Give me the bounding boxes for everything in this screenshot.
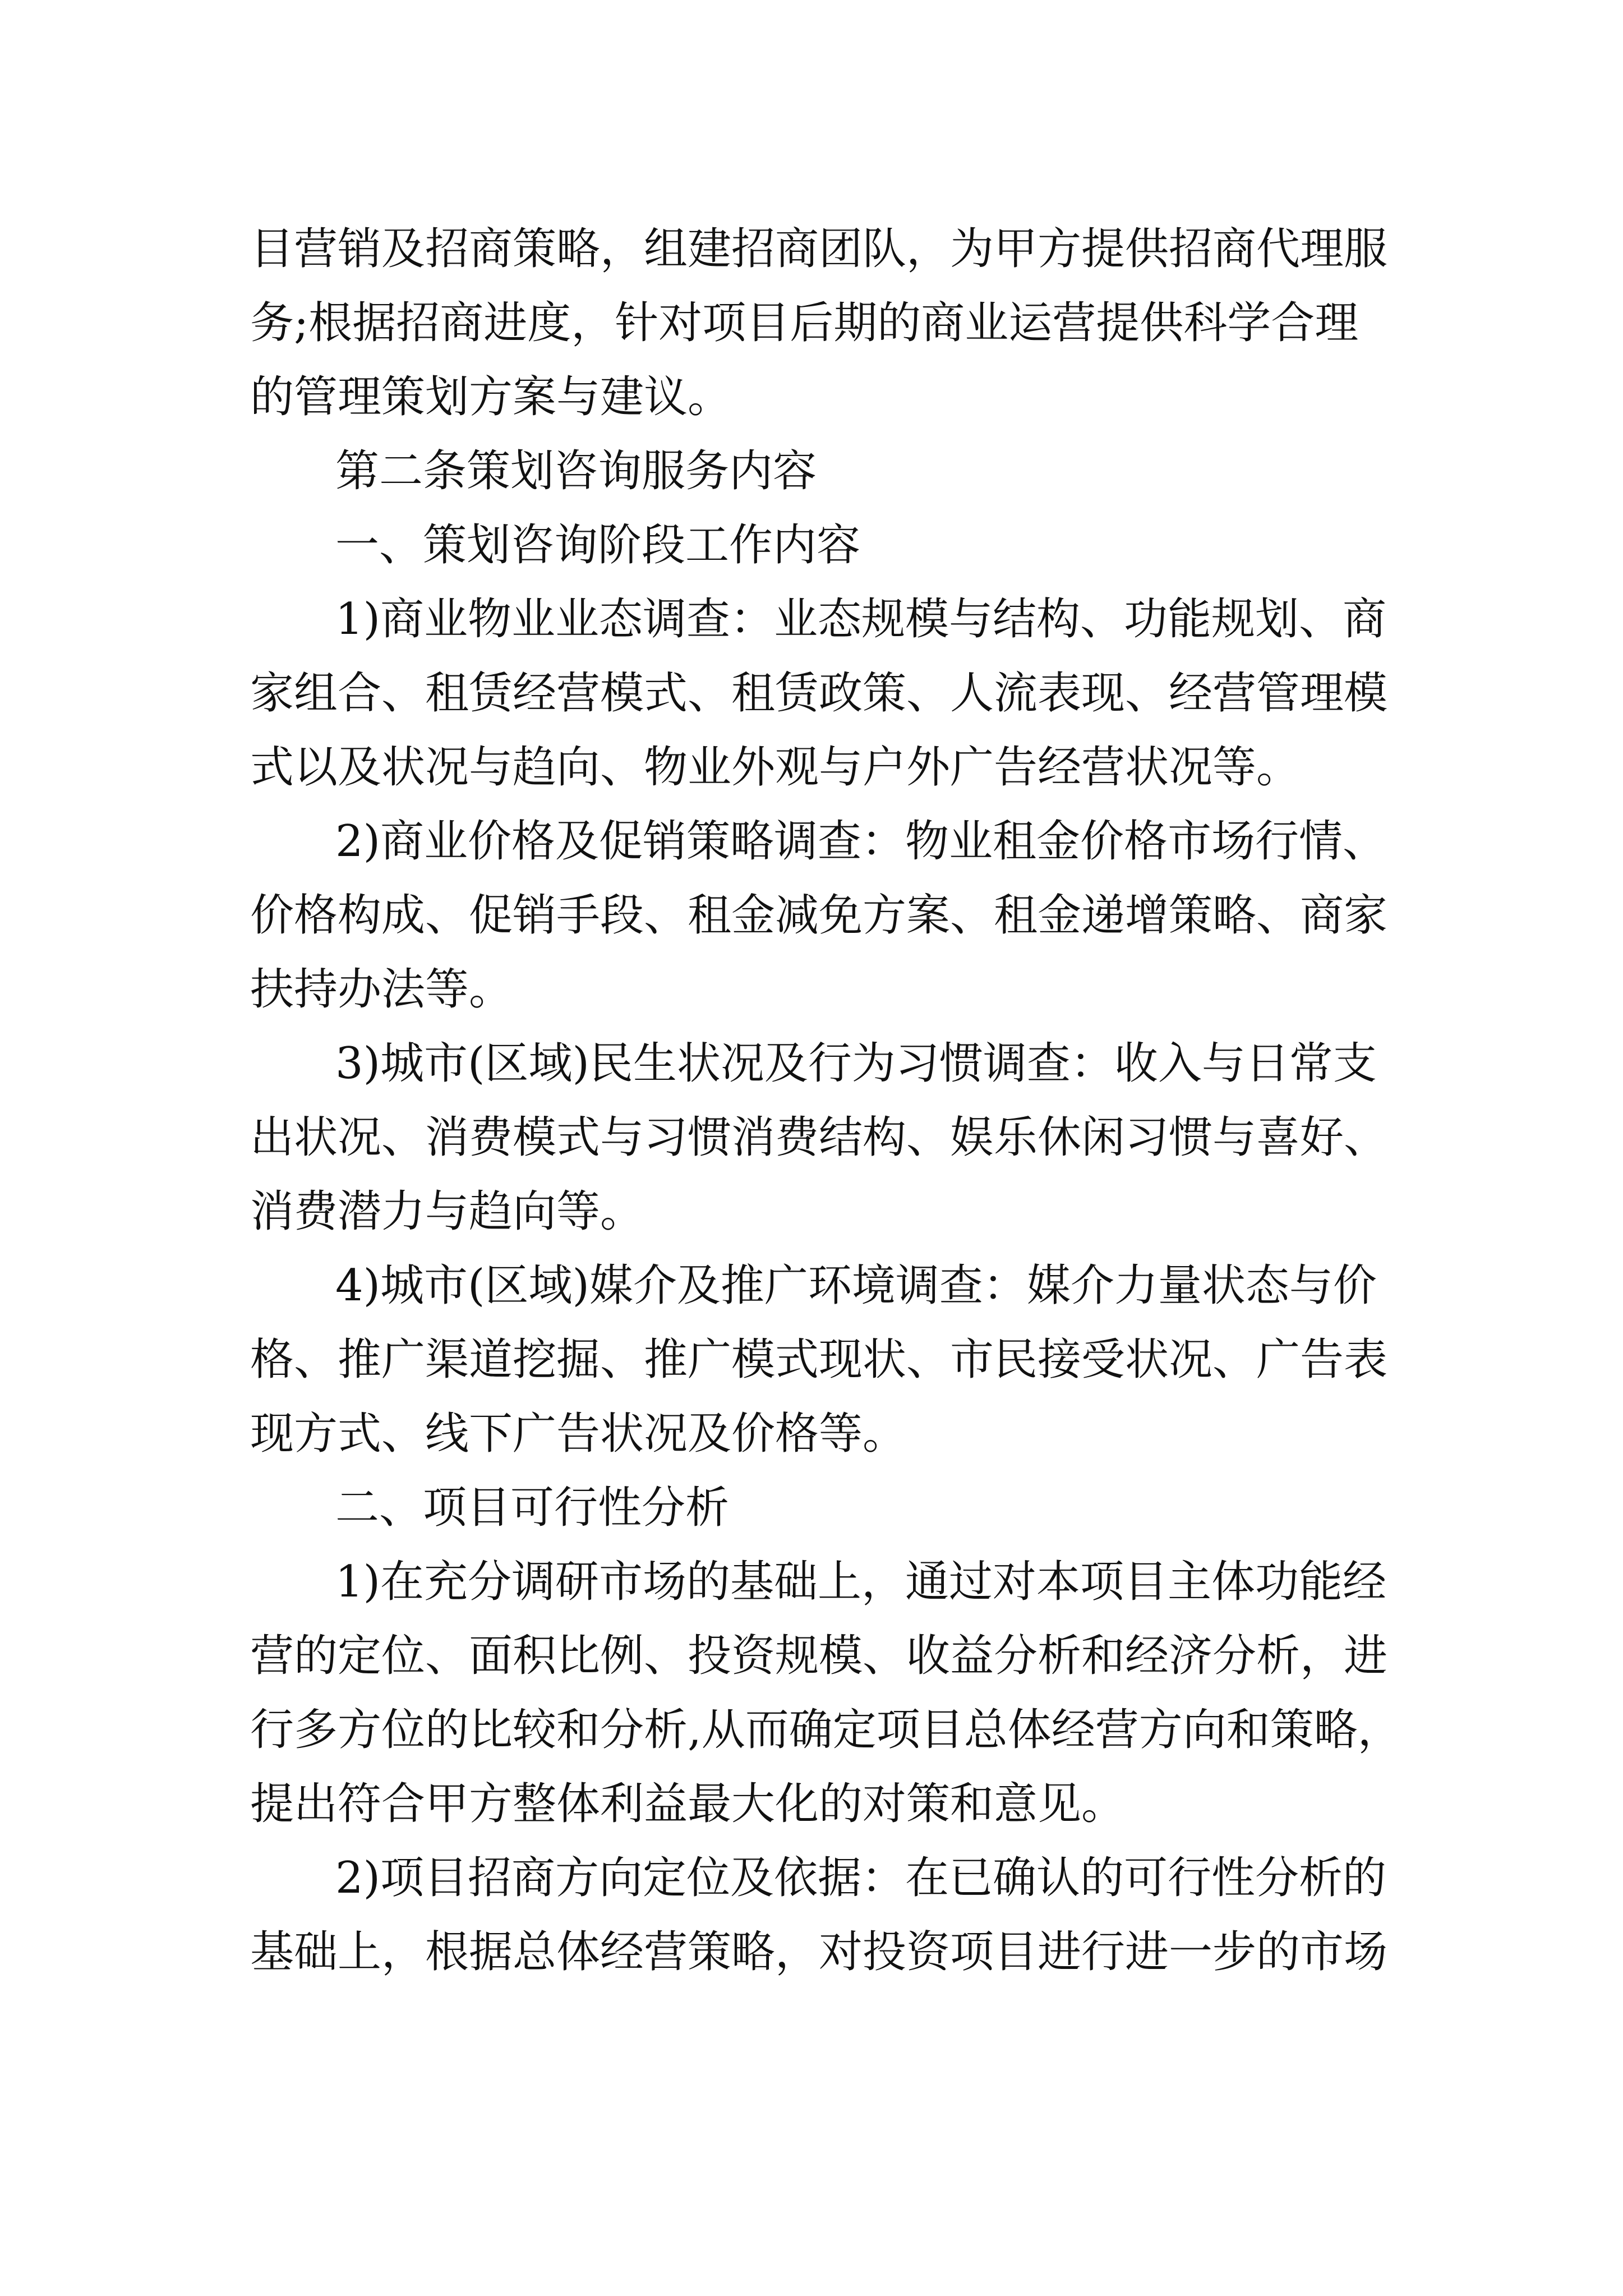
text-line: 第二条策划咨询服务内容 [335,446,817,496]
document-body [250,212,1405,1989]
text-line: 目营销及招商策略，组建招商团队，为甲方提供招商代理服 [250,224,1388,274]
text-line: 提出符合甲方整体利益最大化的对策和意见。 [250,1779,1126,1829]
text-line: 消费潜力与趋向等。 [250,1186,644,1237]
text-line: 的管理策划方案与建议。 [250,372,732,422]
text-line: 格、推广渠道挖掘、推广模式现状、市民接受状况、广告表 [250,1335,1388,1385]
text-line: 一、策划咨询阶段工作内容 [335,520,861,570]
text-line: 2)项目招商方向定位及依据：在已确认的可行性分析的 [335,1853,1387,1903]
text-line: 二、项目可行性分析 [335,1483,730,1533]
text-line: 行多方位的比较和分析,从而确定项目总体经营方向和策略， [250,1705,1401,1755]
text-line: 扶持办法等。 [250,964,513,1015]
text-line: 1)商业物业业态调查：业态规模与结构、功能规划、商 [335,594,1387,645]
text-line: 式以及状况与趋向、物业外观与户外广告经营状况等。 [250,742,1301,793]
text-line: 家组合、租赁经营模式、租赁政策、人流表现、经营管理模 [250,668,1388,719]
text-line: 现方式、线下广告状况及价格等。 [250,1409,907,1459]
text-line: 出状况、消费模式与习惯消费结构、娱乐休闲习惯与喜好、 [250,1112,1388,1163]
text-line: 价格构成、促销手段、租金减免方案、租金递增策略、商家 [250,890,1388,941]
text-line: 基础上，根据总体经营策略，对投资项目进行进一步的市场 [250,1927,1388,1977]
text-line: 2)商业价格及促销策略调查：物业租金价格市场行情、 [335,816,1387,867]
text-line: 务;根据招商进度，针对项目后期的商业运营提供科学合理 [250,298,1359,348]
text-line: 4)城市(区域)媒介及推广环境调查：媒介力量状态与价 [335,1260,1377,1311]
text-line: 3)城市(区域)民生状况及行为习惯调查：收入与日常支 [335,1038,1377,1089]
text-line: 营的定位、面积比例、投资规模、收益分析和经济分析，进 [250,1631,1388,1681]
text-line: 1)在充分调研市场的基础上，通过对本项目主体功能经 [335,1557,1387,1607]
